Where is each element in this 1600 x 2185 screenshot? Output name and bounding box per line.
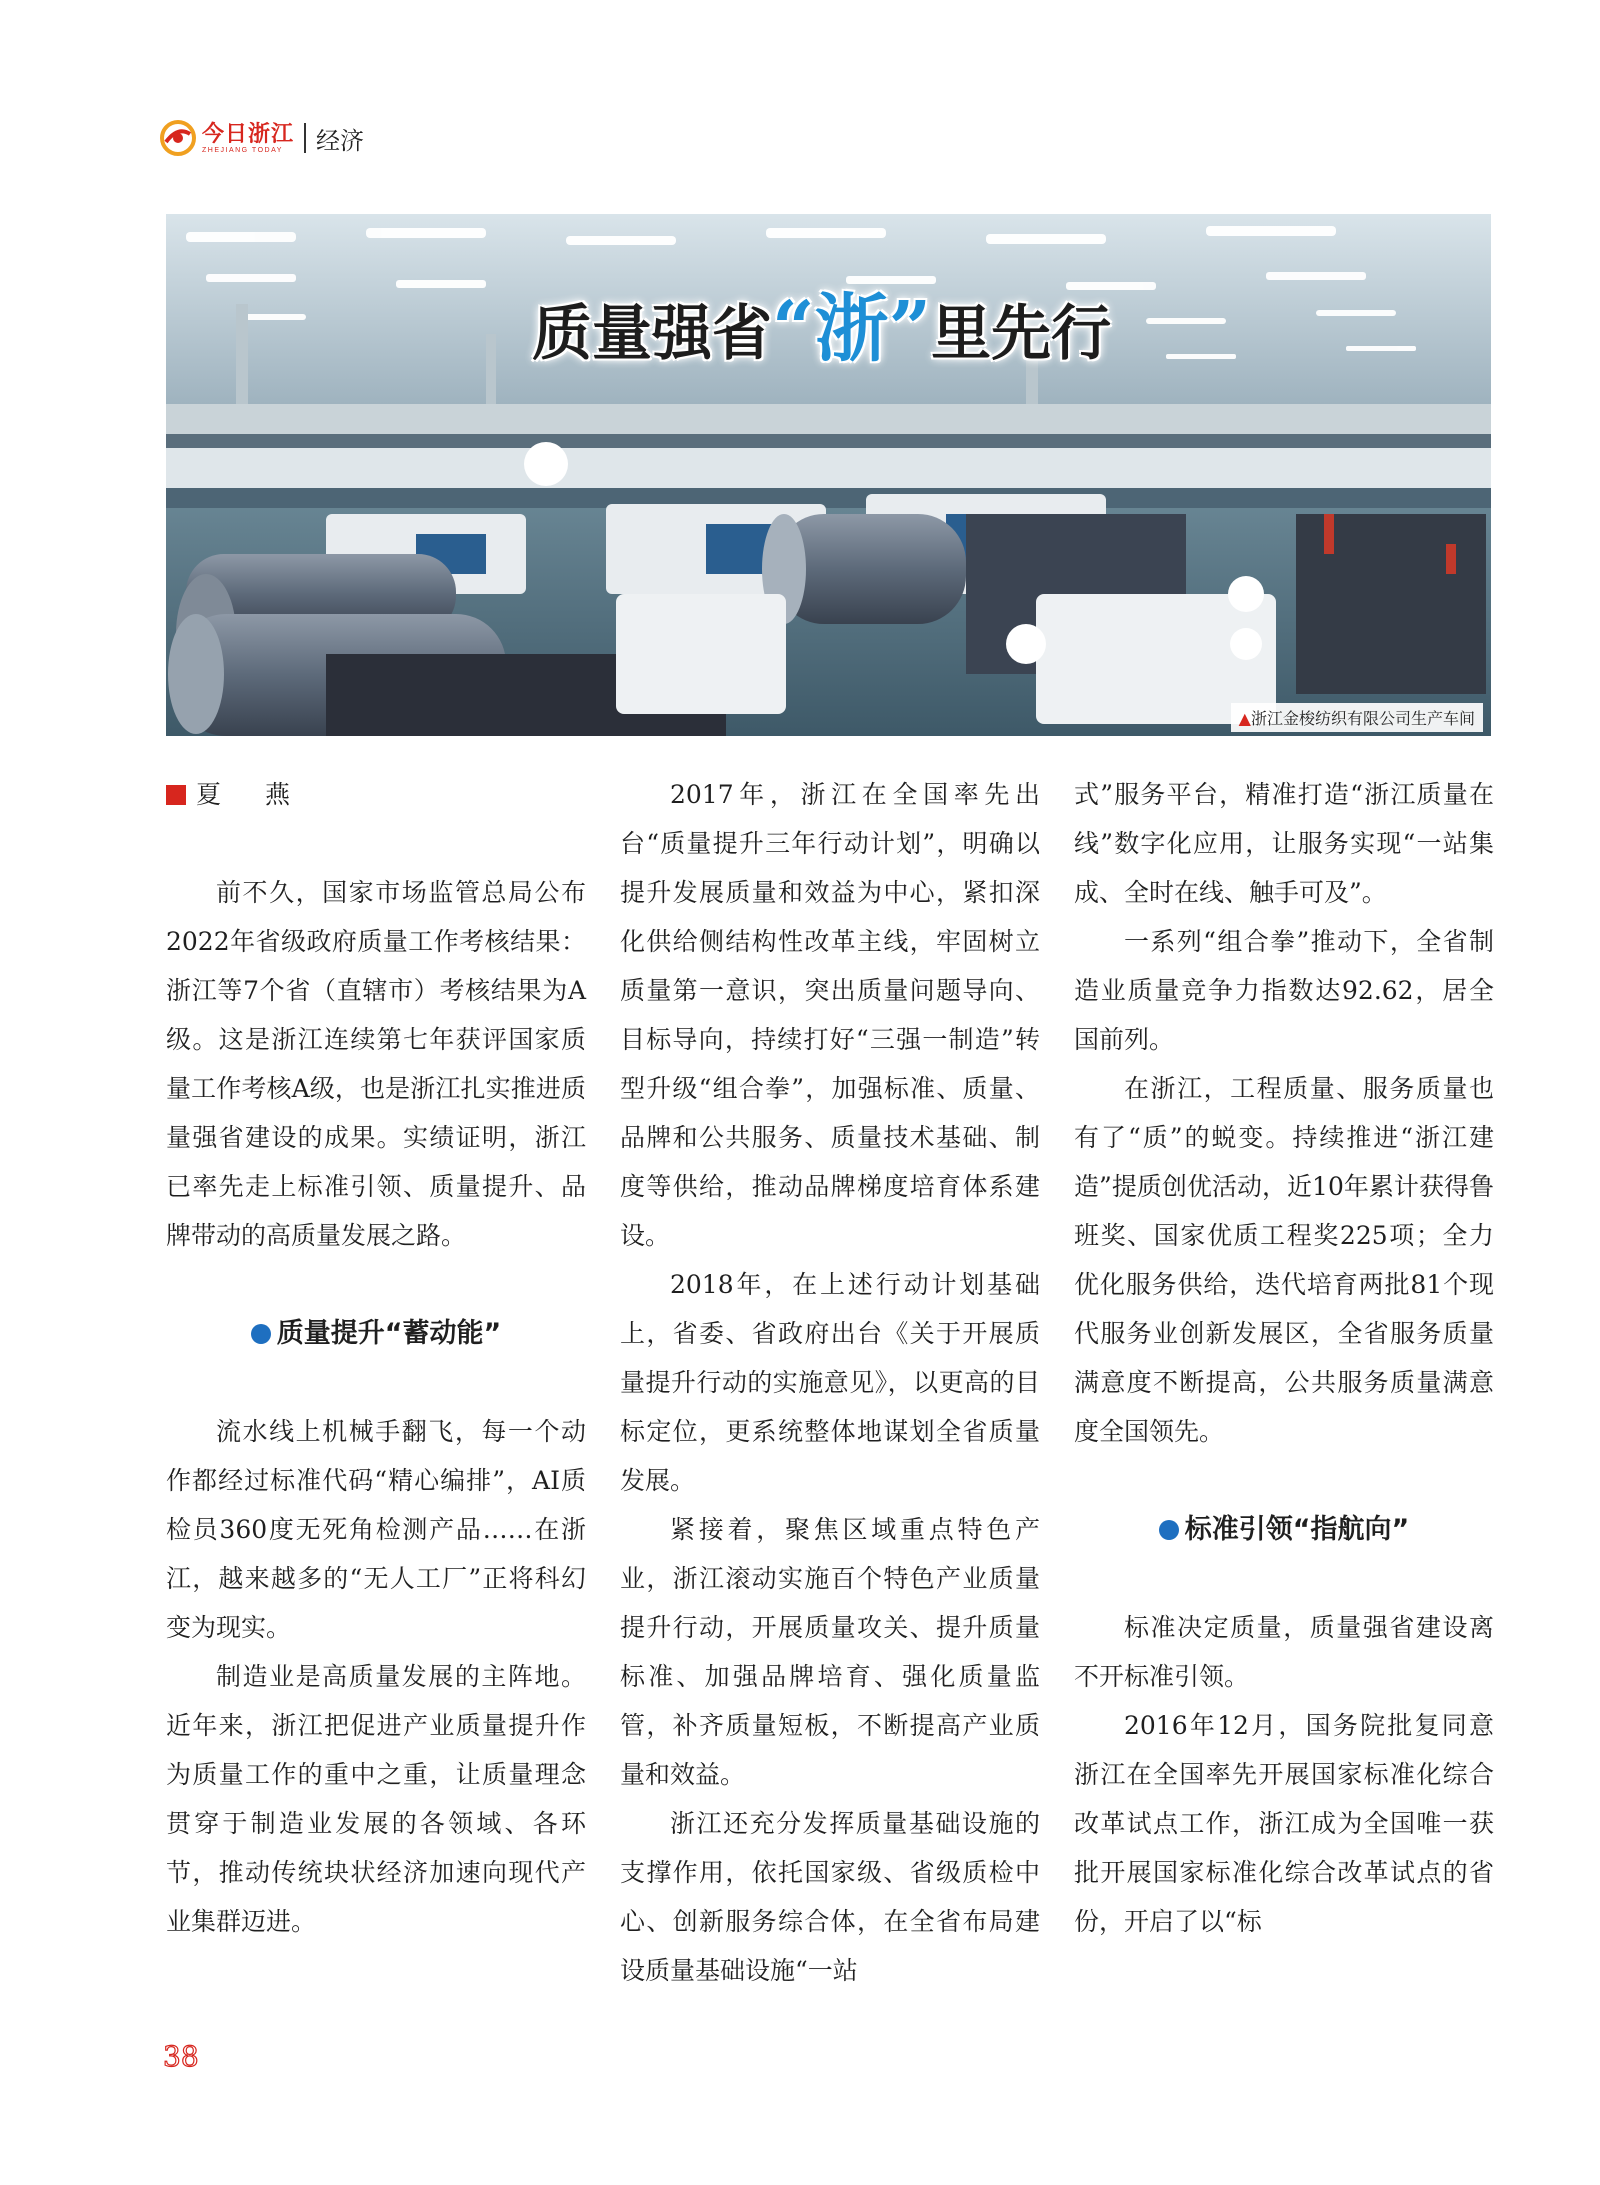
paragraph: 2018年，在上述行动计划基础上，省委、省政府出台《关于开展质量提升行动的实施意见》，以更高的目标定位，更系统整体地谋划全省质量发展。 [620, 1270, 1040, 1495]
paragraph: 2016年12月，国务院批复同意浙江在全国率先开展国家标准化综合改革试点工作，浙江成为全国唯一获批开展国家标准化综合改革试点的省份，开启了以“标 [1074, 1711, 1494, 1936]
logo-text [202, 120, 295, 154]
paragraph: 标准决定质量，质量强省建设离不开标准引领。 [1074, 1613, 1494, 1691]
caption-triangle-icon: ▲ [1238, 709, 1251, 728]
paragraph: 一系列“组合拳”推动下，全省制造业质量竞争力指数达92.62，居全国前列。 [1074, 927, 1494, 1054]
title-highlight: “浙” [772, 286, 932, 372]
article-column-2 [620, 770, 1040, 1995]
heading-bullet-icon [1159, 1520, 1179, 1540]
paragraph: 在浙江，工程质量、服务质量也有了“质”的蜕变。持续推进“浙江建造”提质创优活动，近10年累计获得鲁班奖、国家优质工程奖225项；全力优化服务供给，迭代培育两批81个现代服务业创新发展区，全省服务质量满意度不断提高，公共服务质量满意度全国领先。 [1074, 1074, 1494, 1446]
byline-square-icon [166, 785, 186, 805]
author-byline [166, 770, 586, 819]
logo-chinese: 今日浙江 [202, 120, 295, 147]
hero-photo [166, 214, 1491, 736]
caption-text: 浙江金梭纺织有限公司生产车间 [1250, 709, 1475, 728]
masthead [160, 118, 364, 158]
paragraph: 流水线上机械手翻飞，每一个动作都经过标准代码“精心编排”，AI质检员360度无死角检测产品……在浙江，越来越多的“无人工厂”正将科幻变为现实。 [166, 1417, 586, 1642]
section-heading-text: 质量提升“蓄动能” [276, 1318, 502, 1349]
zhejiang-today-logo-icon [160, 120, 196, 156]
paragraph-continued: 式”服务平台，精准打造“浙江质量在线”数字化应用，让服务实现“一站集成、全时在线、触手可及”。 [1074, 780, 1494, 907]
masthead-divider [304, 123, 306, 153]
author-name: 夏 燕 [196, 780, 308, 809]
article-column-1 [166, 770, 586, 1946]
section-label: 经济 [316, 126, 365, 155]
section-heading [166, 1309, 586, 1358]
paragraph: 紧接着，聚焦区域重点特色产业，浙江滚动实施百个特色产业质量提升行动，开展质量攻关、提升质量标准、加强品牌培育、强化质量监管，补齐质量短板，不断提高产业质量和效益。 [620, 1515, 1040, 1789]
paragraph: 制造业是高质量发展的主阵地。近年来，浙江把促进产业质量提升作为质量工作的重中之重，让质量理念贯穿于制造业发展的各领域、各环节，推动传统块状经济加速向现代产业集群迈进。 [166, 1662, 586, 1936]
logo-english: ZHEJIANG TODAY [202, 146, 283, 154]
paragraph: 前不久，国家市场监管总局公布2022年省级政府质量工作考核结果：浙江等7个省（直辖市）考核结果为A级。这是浙江连续第七年获评国家质量工作考核A级，也是浙江扎实推进质量强省建设的成果。实绩证明，浙江已率先走上标准引领、质量提升、品牌带动的高质量发展之路。 [166, 878, 586, 1250]
paragraph: 浙江还充分发挥质量基础设施的支撑作用，依托国家级、省级质检中心、创新服务综合体，在全省布局建设质量基础设施“一站 [620, 1809, 1040, 1985]
title-part-1: 质量强省 [532, 299, 772, 369]
section-heading-text: 标准引领“指航向” [1184, 1514, 1410, 1545]
article-column-3 [1074, 770, 1494, 1946]
section-heading [1074, 1505, 1494, 1554]
photo-caption [1231, 703, 1483, 732]
title-part-2: 里先行 [931, 299, 1112, 369]
paragraph: 2017年，浙江在全国率先出台“质量提升三年行动计划”，明确以提升发展质量和效益为中心，紧扣深化供给侧结构性改革主线，牢固树立质量第一意识，突出质量问题导向、目标导向，持续打好“三强一制造”转型升级“组合拳”，加强标准、质量、品牌和公共服务、质量技术基础、制度等供给，推动品牌梯度培育体系建设。 [620, 780, 1040, 1250]
page-number: 38 [163, 2040, 199, 2073]
heading-bullet-icon [251, 1324, 271, 1344]
article-title [532, 270, 1111, 376]
